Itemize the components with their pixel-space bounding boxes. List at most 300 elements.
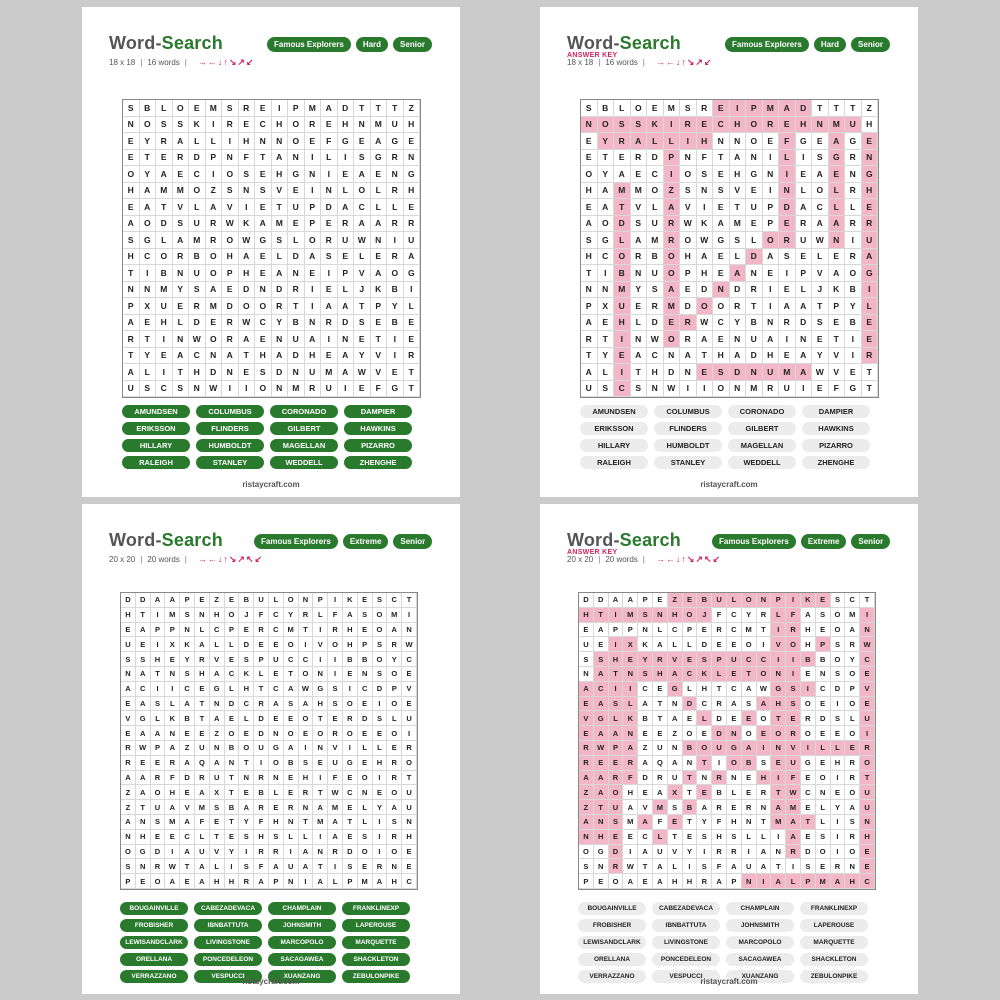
grid-cell: P xyxy=(305,199,322,216)
grid-cell: Y xyxy=(598,133,615,150)
grid-cell: T xyxy=(683,815,698,830)
grid-cell: E xyxy=(829,249,846,266)
grid-cell: M xyxy=(156,183,173,200)
grid-cell: E xyxy=(638,726,653,741)
grid-cell: I xyxy=(387,348,404,365)
grid-cell: S xyxy=(373,667,388,682)
grid-cell: N xyxy=(225,756,240,771)
grid-cell: O xyxy=(299,711,314,726)
grid-cell: R xyxy=(653,771,668,786)
grid-cell: D xyxy=(594,593,609,608)
grid-cell: A xyxy=(581,364,598,381)
grid-cell: G xyxy=(404,166,421,183)
grid-cell: I xyxy=(343,682,358,697)
grid-cell: A xyxy=(831,874,846,889)
grid-cell: H xyxy=(623,785,638,800)
grid-cell: N xyxy=(358,667,373,682)
grid-cell: B xyxy=(638,711,653,726)
grid-cell: T xyxy=(387,100,404,117)
grid-cell: A xyxy=(664,199,681,216)
grid-cell: N xyxy=(272,331,289,348)
grid-cell: C xyxy=(757,652,772,667)
grid-cell: W xyxy=(697,315,714,332)
grid-cell: E xyxy=(763,265,780,282)
grid-cell: Y xyxy=(845,298,862,315)
grid-cell: P xyxy=(829,298,846,315)
grid-cell: I xyxy=(757,741,772,756)
grid-cell: I xyxy=(402,608,417,623)
grid-cell: I xyxy=(623,845,638,860)
grid-cell: R xyxy=(222,117,239,134)
grid-cell: A xyxy=(812,216,829,233)
grid-cell: I xyxy=(321,331,338,348)
grid-cell: U xyxy=(338,232,355,249)
grid-cell: S xyxy=(631,216,648,233)
grid-cell: M xyxy=(771,815,786,830)
grid-cell: O xyxy=(746,117,763,134)
grid-cell: D xyxy=(746,348,763,365)
grid-cell: I xyxy=(165,682,180,697)
word-chip: WEDDELL xyxy=(270,456,338,469)
grid-cell: T xyxy=(284,667,299,682)
grid-cell: H xyxy=(313,697,328,712)
grid-cell: S xyxy=(779,249,796,266)
grid-cell: N xyxy=(288,150,305,167)
grid-cell: A xyxy=(123,216,140,233)
grid-cell: C xyxy=(210,623,225,638)
puzzle-meta: 20 x 20 | 20 words | →←↓↑↘↗↖↙ xyxy=(567,554,722,564)
grid-cell: W xyxy=(354,232,371,249)
grid-cell: G xyxy=(845,381,862,398)
grid-cell: R xyxy=(254,623,269,638)
grid-cell: E xyxy=(862,199,879,216)
grid-cell: O xyxy=(631,100,648,117)
grid-cell: N xyxy=(269,726,284,741)
grid-cell: F xyxy=(321,133,338,150)
grid-cell: Y xyxy=(812,348,829,365)
grid-cell: E xyxy=(638,785,653,800)
grid-cell: N xyxy=(284,815,299,830)
grid-cell: O xyxy=(816,845,831,860)
grid-cell: L xyxy=(189,133,206,150)
grid-cell: U xyxy=(195,741,210,756)
grid-cell: E xyxy=(255,166,272,183)
grid-cell: S xyxy=(816,608,831,623)
grid-cell: S xyxy=(255,183,272,200)
grid-cell: M xyxy=(284,623,299,638)
grid-cell: L xyxy=(683,682,698,697)
grid-cell: X xyxy=(165,637,180,652)
grid-cell: W xyxy=(680,216,697,233)
grid-cell: F xyxy=(254,815,269,830)
grid-cell: W xyxy=(239,315,256,332)
grid-cell: I xyxy=(664,166,681,183)
grid-cell: I xyxy=(742,845,757,860)
grid-cell: T xyxy=(581,265,598,282)
grid-cell: A xyxy=(664,282,681,299)
grid-cell: I xyxy=(305,150,322,167)
grid-cell: W xyxy=(136,741,151,756)
grid-cell: S xyxy=(801,859,816,874)
grid-cell: O xyxy=(579,845,594,860)
grid-cell: P xyxy=(581,298,598,315)
grid-cell: F xyxy=(712,859,727,874)
grid-cell: A xyxy=(623,741,638,756)
grid-cell: N xyxy=(680,364,697,381)
grid-cell: Y xyxy=(598,348,615,365)
grid-cell: N xyxy=(771,667,786,682)
grid-cell: N xyxy=(631,265,648,282)
word-chip: ERIKSSON xyxy=(580,422,648,435)
grid-cell: A xyxy=(269,697,284,712)
grid-cell: E xyxy=(579,726,594,741)
grid-cell: B xyxy=(598,100,615,117)
grid-cell: S xyxy=(816,830,831,845)
grid-cell: K xyxy=(829,282,846,299)
grid-cell: N xyxy=(387,859,402,874)
grid-cell: O xyxy=(305,232,322,249)
grid-cell: E xyxy=(328,711,343,726)
grid-cell: N xyxy=(121,830,136,845)
grid-cell: T xyxy=(254,682,269,697)
word-chip: SHACKLETON xyxy=(342,953,410,966)
grid-cell: U xyxy=(581,381,598,398)
grid-cell: T xyxy=(210,830,225,845)
grid-cell: M xyxy=(664,100,681,117)
grid-cell: S xyxy=(594,652,609,667)
grid-cell: B xyxy=(225,800,240,815)
grid-cell: H xyxy=(609,652,624,667)
grid-cell: E xyxy=(579,697,594,712)
grid-cell: O xyxy=(343,697,358,712)
grid-cell: S xyxy=(239,652,254,667)
grid-cell: A xyxy=(845,800,860,815)
grid-cell: H xyxy=(151,652,166,667)
grid-cell: D xyxy=(254,726,269,741)
grid-cell: M xyxy=(165,815,180,830)
grid-cell: S xyxy=(284,697,299,712)
grid-cell: N xyxy=(255,133,272,150)
grid-cell: Y xyxy=(173,282,190,299)
tag-difficulty: Extreme xyxy=(801,534,847,549)
grid-cell: S xyxy=(579,859,594,874)
grid-cell: I xyxy=(697,845,712,860)
grid-cell: V xyxy=(222,199,239,216)
grid-cell: I xyxy=(712,756,727,771)
grid-cell: I xyxy=(796,150,813,167)
grid-cell: A xyxy=(786,830,801,845)
grid-cell: L xyxy=(156,100,173,117)
grid-cell: L xyxy=(371,183,388,200)
word-chip: STANLEY xyxy=(196,456,264,469)
grid-cell: A xyxy=(136,785,151,800)
grid-cell: T xyxy=(598,331,615,348)
grid-cell: N xyxy=(730,381,747,398)
grid-cell: S xyxy=(140,381,157,398)
grid-cell: R xyxy=(338,216,355,233)
grid-cell: E xyxy=(173,166,190,183)
grid-cell: C xyxy=(239,697,254,712)
grid-cell: E xyxy=(284,771,299,786)
grid-cell: A xyxy=(173,133,190,150)
grid-cell: L xyxy=(845,711,860,726)
grid-cell: W xyxy=(206,381,223,398)
grid-cell: N xyxy=(727,726,742,741)
grid-cell: W xyxy=(165,859,180,874)
grid-cell: I xyxy=(771,830,786,845)
grid-cell: O xyxy=(786,637,801,652)
word-chip: FROBISHER xyxy=(120,919,188,932)
tag-difficulty: Hard xyxy=(356,37,388,52)
grid-cell: B xyxy=(225,741,240,756)
grid-cell: I xyxy=(373,845,388,860)
grid-cell: G xyxy=(387,133,404,150)
grid-cell: A xyxy=(697,331,714,348)
grid-cell: O xyxy=(387,667,402,682)
grid-cell: A xyxy=(239,800,254,815)
grid-cell: C xyxy=(354,199,371,216)
grid-cell: Y xyxy=(140,348,157,365)
direction-arrows-icon: →←↓↑↘↗↖↙ xyxy=(197,554,264,564)
grid-cell: C xyxy=(816,682,831,697)
grid-cell: R xyxy=(860,741,875,756)
grid-cell: E xyxy=(816,726,831,741)
grid-cell: A xyxy=(579,682,594,697)
grid-cell: E xyxy=(683,711,698,726)
grid-cell: T xyxy=(653,697,668,712)
grid-cell: O xyxy=(299,667,314,682)
word-chip: HAWKINS xyxy=(344,422,412,435)
grid-cell: H xyxy=(210,608,225,623)
grid-cell: S xyxy=(328,682,343,697)
grid-cell: T xyxy=(771,785,786,800)
grid-cell: A xyxy=(594,623,609,638)
word-chip: VERRAZZANO xyxy=(120,970,188,983)
grid-cell: N xyxy=(746,265,763,282)
grid-cell: R xyxy=(845,637,860,652)
grid-cell: I xyxy=(206,166,223,183)
grid-cell: U xyxy=(156,298,173,315)
grid-cell: V xyxy=(328,741,343,756)
grid-cell: F xyxy=(786,608,801,623)
grid-cell: F xyxy=(165,771,180,786)
grid-cell: A xyxy=(594,785,609,800)
grid-cell: P xyxy=(151,741,166,756)
footer-site: ristaycraft.com xyxy=(242,480,300,489)
grid-cell: N xyxy=(746,150,763,167)
grid-cell: S xyxy=(831,711,846,726)
grid-cell: I xyxy=(801,682,816,697)
word-chip: IBNBATTUTA xyxy=(194,919,262,932)
grid-cell: E xyxy=(373,785,388,800)
grid-cell: N xyxy=(697,183,714,200)
grid-cell: N xyxy=(623,726,638,741)
grid-cell: S xyxy=(609,697,624,712)
grid-cell: R xyxy=(165,756,180,771)
grid-cell: T xyxy=(225,815,240,830)
grid-cell: E xyxy=(697,364,714,381)
grid-cell: N xyxy=(180,623,195,638)
grid-cell: A xyxy=(222,348,239,365)
grid-cell: G xyxy=(668,682,683,697)
grid-cell: D xyxy=(151,845,166,860)
grid-cell: U xyxy=(609,800,624,815)
grid-cell: I xyxy=(623,682,638,697)
grid-cell: T xyxy=(195,711,210,726)
grid-cell: L xyxy=(269,785,284,800)
grid-cell: U xyxy=(647,265,664,282)
grid-cell: N xyxy=(123,282,140,299)
grid-cell: R xyxy=(272,298,289,315)
grid-cell: T xyxy=(812,100,829,117)
grid-cell: N xyxy=(697,771,712,786)
grid-cell: I xyxy=(763,298,780,315)
grid-cell: T xyxy=(299,623,314,638)
grid-cell: H xyxy=(269,815,284,830)
grid-cell: A xyxy=(779,298,796,315)
grid-cell: E xyxy=(180,785,195,800)
grid-cell: E xyxy=(123,199,140,216)
word-chip: STANLEY xyxy=(654,456,722,469)
grid-cell: O xyxy=(801,726,816,741)
grid-cell: R xyxy=(845,150,862,167)
grid-cell: P xyxy=(206,150,223,167)
grid-cell: E xyxy=(712,637,727,652)
grid-cell: E xyxy=(338,249,355,266)
grid-cell: T xyxy=(594,800,609,815)
grid-cell: A xyxy=(779,100,796,117)
grid-cell: A xyxy=(594,667,609,682)
grid-cell: I xyxy=(343,741,358,756)
grid-cell: K xyxy=(697,216,714,233)
grid-cell: Z xyxy=(664,183,681,200)
grid-cell: S xyxy=(189,282,206,299)
grid-cell: R xyxy=(402,741,417,756)
grid-cell: D xyxy=(373,682,388,697)
grid-cell: A xyxy=(284,682,299,697)
grid-cell: R xyxy=(845,830,860,845)
grid-cell: N xyxy=(222,150,239,167)
grid-cell: S xyxy=(713,183,730,200)
grid-cell: E xyxy=(713,249,730,266)
grid-cell: L xyxy=(189,199,206,216)
grid-cell: V xyxy=(786,741,801,756)
word-chip: FLINDERS xyxy=(654,422,722,435)
grid-cell: E xyxy=(371,315,388,332)
grid-cell: C xyxy=(594,682,609,697)
grid-cell: E xyxy=(195,593,210,608)
grid-cell: O xyxy=(683,726,698,741)
grid-cell: R xyxy=(254,697,269,712)
grid-cell: T xyxy=(156,199,173,216)
grid-cell: R xyxy=(195,771,210,786)
grid-cell: Y xyxy=(180,652,195,667)
grid-cell: Y xyxy=(140,133,157,150)
grid-cell: E xyxy=(269,711,284,726)
grid-cell: O xyxy=(816,771,831,786)
grid-cell: T xyxy=(173,364,190,381)
grid-cell: F xyxy=(712,815,727,830)
grid-cell: E xyxy=(812,381,829,398)
grid-cell: A xyxy=(272,265,289,282)
grid-cell: A xyxy=(653,859,668,874)
grid-cell: S xyxy=(786,697,801,712)
grid-cell: H xyxy=(771,697,786,712)
grid-cell: R xyxy=(779,315,796,332)
grid-cell: Z xyxy=(121,800,136,815)
grid-cell: T xyxy=(140,150,157,167)
grid-cell: I xyxy=(305,298,322,315)
grid-cell: V xyxy=(829,364,846,381)
grid-cell: A xyxy=(653,637,668,652)
grid-cell: E xyxy=(123,133,140,150)
grid-cell: B xyxy=(387,315,404,332)
grid-cell: P xyxy=(269,874,284,889)
grid-cell: L xyxy=(623,697,638,712)
grid-cell: E xyxy=(763,133,780,150)
word-chip: ORELLANA xyxy=(120,953,188,966)
grid-cell: R xyxy=(269,845,284,860)
grid-cell: H xyxy=(860,830,875,845)
grid-cell: M xyxy=(816,874,831,889)
grid-cell: A xyxy=(812,166,829,183)
grid-cell: U xyxy=(284,859,299,874)
grid-cell: D xyxy=(121,593,136,608)
grid-cell: R xyxy=(123,331,140,348)
grid-cell: H xyxy=(581,183,598,200)
direction-arrows-icon: →←↓↑↘↗↙ xyxy=(655,57,713,67)
grid-cell: A xyxy=(829,133,846,150)
grid-cell: A xyxy=(796,364,813,381)
grid-cell: E xyxy=(598,315,615,332)
grid-cell: E xyxy=(288,183,305,200)
grid-cell: S xyxy=(609,815,624,830)
grid-cell: H xyxy=(305,348,322,365)
grid-cell: P xyxy=(801,874,816,889)
word-chip: GILBERT xyxy=(728,422,796,435)
grid-cell: V xyxy=(210,845,225,860)
grid-cell: Y xyxy=(683,845,698,860)
grid-cell: E xyxy=(727,711,742,726)
grid-cell: P xyxy=(121,874,136,889)
grid-cell: A xyxy=(151,726,166,741)
grid-cell: P xyxy=(771,593,786,608)
grid-cell: G xyxy=(746,166,763,183)
grid-cell: I xyxy=(239,199,256,216)
grid-cell: N xyxy=(581,117,598,134)
grid-cell: E xyxy=(156,348,173,365)
grid-cell: S xyxy=(638,608,653,623)
grid-cell: A xyxy=(255,216,272,233)
grid-cell: M xyxy=(653,800,668,815)
grid-cell: I xyxy=(845,331,862,348)
grid-cell: M xyxy=(156,282,173,299)
grid-cell: I xyxy=(165,845,180,860)
grid-cell: L xyxy=(254,667,269,682)
grid-cell: O xyxy=(831,608,846,623)
grid-cell: S xyxy=(668,800,683,815)
grid-cell: E xyxy=(255,199,272,216)
grid-cell: S xyxy=(299,756,314,771)
grid-cell: G xyxy=(371,150,388,167)
grid-cell: I xyxy=(151,637,166,652)
grid-cell: O xyxy=(151,874,166,889)
grid-cell: N xyxy=(210,697,225,712)
grid-cell: R xyxy=(288,282,305,299)
grid-cell: L xyxy=(862,298,879,315)
grid-cell: N xyxy=(272,381,289,398)
grid-cell: I xyxy=(862,282,879,299)
